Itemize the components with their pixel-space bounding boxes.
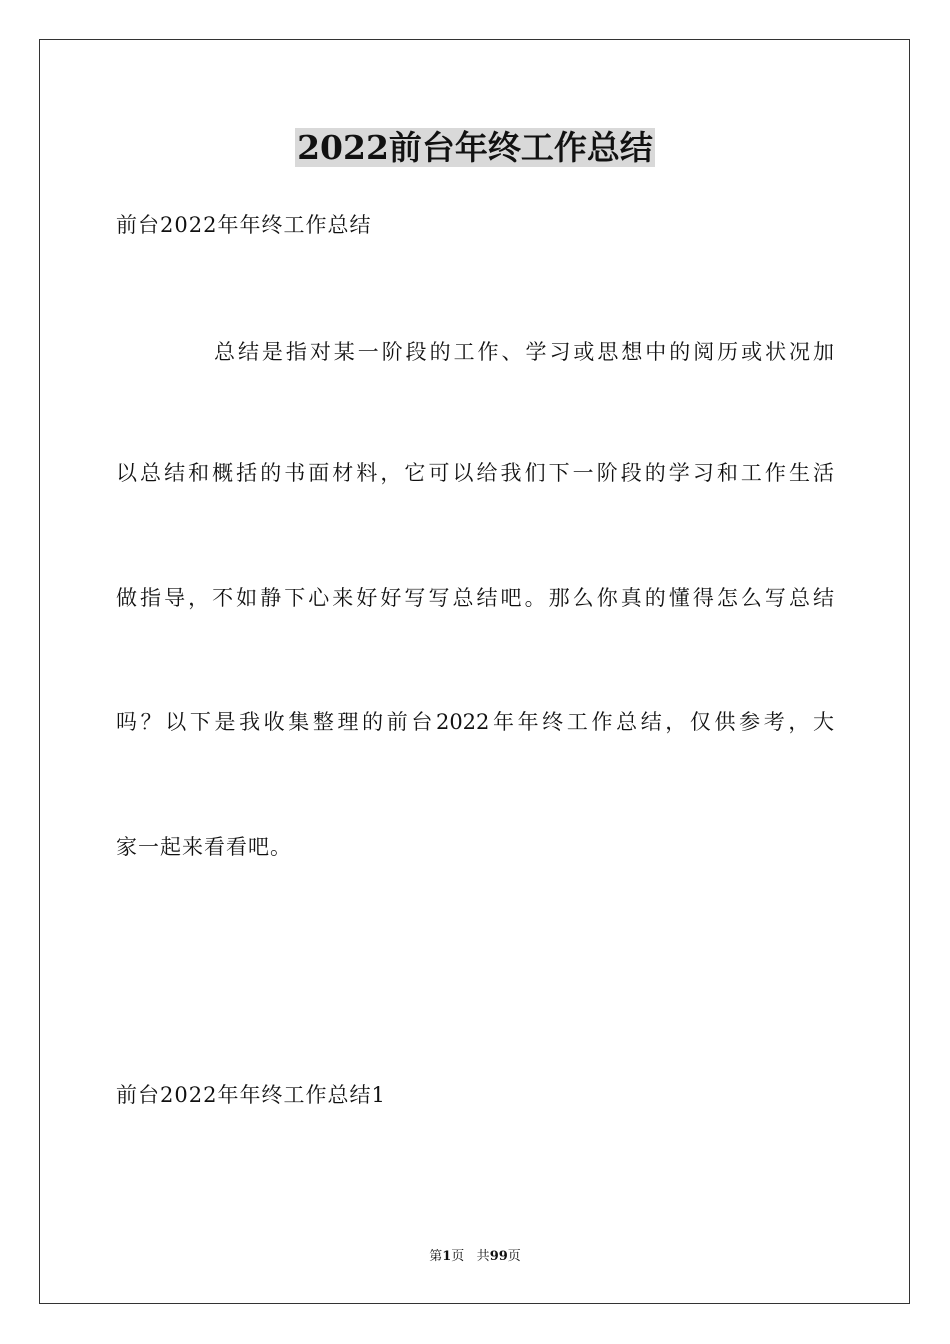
footer-page-prefix: 第 [429, 1249, 443, 1264]
footer-page-number: 1 [442, 1249, 452, 1264]
footer-page-suffix: 页 [451, 1249, 465, 1264]
footer-total-pages: 99 [489, 1249, 508, 1264]
document-subtitle: 前台2022年年终工作总结 [116, 213, 372, 237]
section-heading: 前台2022年年终工作总结1 [116, 1083, 386, 1107]
paragraph-line: 总结是指对某一阶段的工作、学习或思想中的阅历或状况加 [214, 340, 834, 364]
paragraph-line: 吗？以下是我收集整理的前台2022年年终工作总结，仅供参考，大 [116, 710, 834, 734]
footer-total-prefix: 共 [476, 1249, 490, 1264]
page-footer [0, 1248, 950, 1266]
document-title-text: 2022前台年终工作总结 [297, 128, 653, 167]
paragraph-line: 以总结和概括的书面材料，它可以给我们下一阶段的学习和工作生活 [116, 461, 834, 485]
document-title [0, 128, 950, 168]
paragraph-line: 做指导，不如静下心来好好写写总结吧。那么你真的懂得怎么写总结 [116, 586, 834, 610]
footer-total-suffix: 页 [507, 1249, 521, 1264]
paragraph-line: 家一起来看看吧。 [116, 835, 292, 859]
